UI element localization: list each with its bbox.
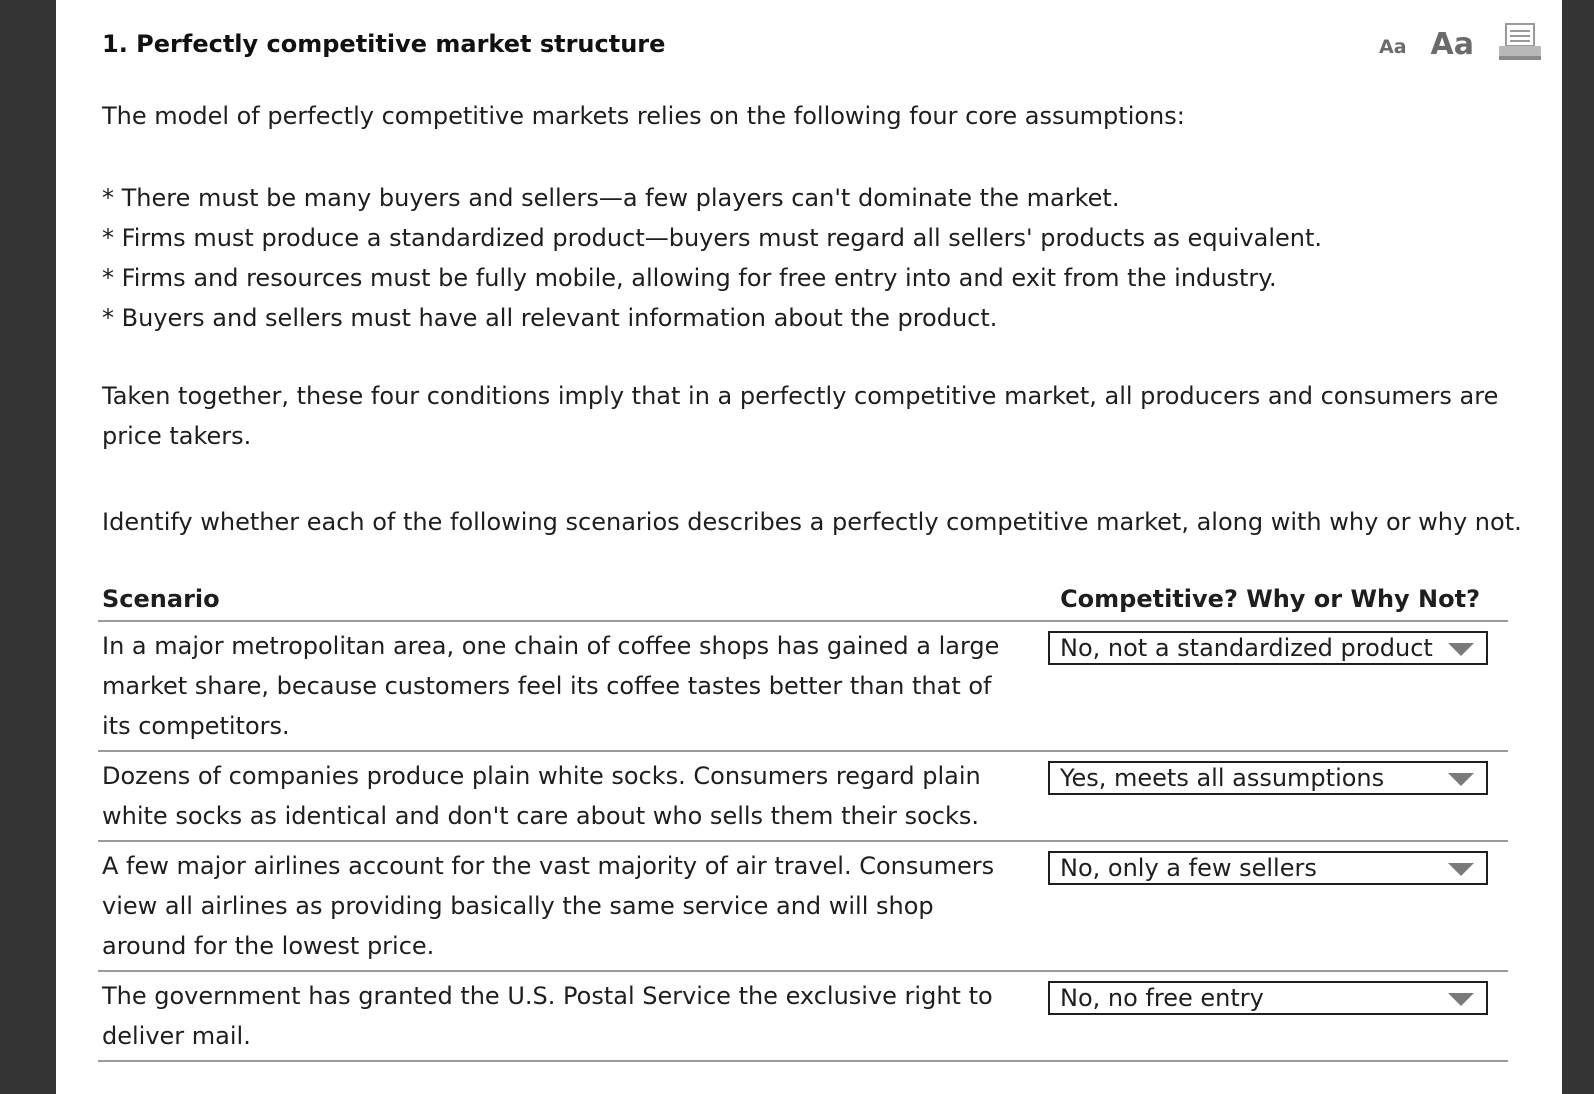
intro-text: The model of perfectly competitive markets relies on the following four core assumptions: bbox=[102, 102, 1185, 130]
answer-dropdown[interactable] bbox=[1048, 981, 1488, 1015]
toolbar bbox=[1379, 22, 1542, 62]
dropdown-selected-value: Yes, meets all assumptions bbox=[1060, 764, 1385, 792]
assumptions-list bbox=[102, 178, 1522, 338]
assumption-item: * Firms and resources must be fully mobile, allowing for free entry into and exit from the industry. bbox=[102, 264, 1277, 292]
scenario-table bbox=[98, 578, 1508, 1062]
scenario-text: A few major airlines account for the vast majority of air travel. Consumers view all airlines as providing basically the same service and will shop around for the lowest price. bbox=[102, 852, 995, 960]
table-row bbox=[98, 972, 1508, 1062]
dropdown-selected-value: No, only a few sellers bbox=[1060, 854, 1317, 882]
chevron-down-icon bbox=[1448, 863, 1474, 876]
chevron-down-icon bbox=[1448, 773, 1474, 786]
printer-icon[interactable] bbox=[1498, 22, 1542, 62]
increase-font-button[interactable]: Aa bbox=[1430, 27, 1474, 62]
scenario-text: Dozens of companies produce plain white socks. Consumers regard plain white socks as identical and don't care about who sells them their socks. bbox=[102, 762, 981, 830]
dropdown-selected-value: No, not a standardized product bbox=[1060, 634, 1433, 662]
assumption-item: * Buyers and sellers must have all relevant information about the product. bbox=[102, 304, 998, 332]
summary-text: Taken together, these four conditions imply that in a perfectly competitive market, all producers and consumers are price takers. bbox=[102, 382, 1499, 450]
table-row bbox=[98, 842, 1508, 972]
chevron-down-icon bbox=[1448, 643, 1474, 656]
column-header-scenario: Scenario bbox=[102, 585, 220, 613]
table-row bbox=[98, 752, 1508, 842]
answer-dropdown[interactable] bbox=[1048, 761, 1488, 795]
decrease-font-button[interactable]: Aa bbox=[1379, 36, 1407, 58]
assumption-item: * There must be many buyers and sellers—a few players can't dominate the market. bbox=[102, 184, 1120, 212]
assumption-item: * Firms must produce a standardized product—buyers must regard all sellers' products as equivalent. bbox=[102, 224, 1323, 252]
chevron-down-icon bbox=[1448, 993, 1474, 1006]
dropdown-selected-value: No, no free entry bbox=[1060, 984, 1264, 1012]
question-page bbox=[56, 0, 1562, 1094]
scenario-text: In a major metropolitan area, one chain of coffee shops has gained a large market share, because customers feel its coffee tastes better than that of its competitors. bbox=[102, 632, 1000, 740]
answer-dropdown[interactable] bbox=[1048, 631, 1488, 665]
scenario-text: The government has granted the U.S. Postal Service the exclusive right to deliver mail. bbox=[102, 982, 993, 1050]
table-header bbox=[98, 578, 1508, 622]
answer-dropdown[interactable] bbox=[1048, 851, 1488, 885]
question-title: 1. Perfectly competitive market structure bbox=[102, 30, 666, 58]
instruction-text: Identify whether each of the following scenarios describes a perfectly competitive market, along with why or why not. bbox=[102, 508, 1522, 536]
table-row bbox=[98, 622, 1508, 752]
column-header-answer: Competitive? Why or Why Not? bbox=[1060, 585, 1480, 613]
